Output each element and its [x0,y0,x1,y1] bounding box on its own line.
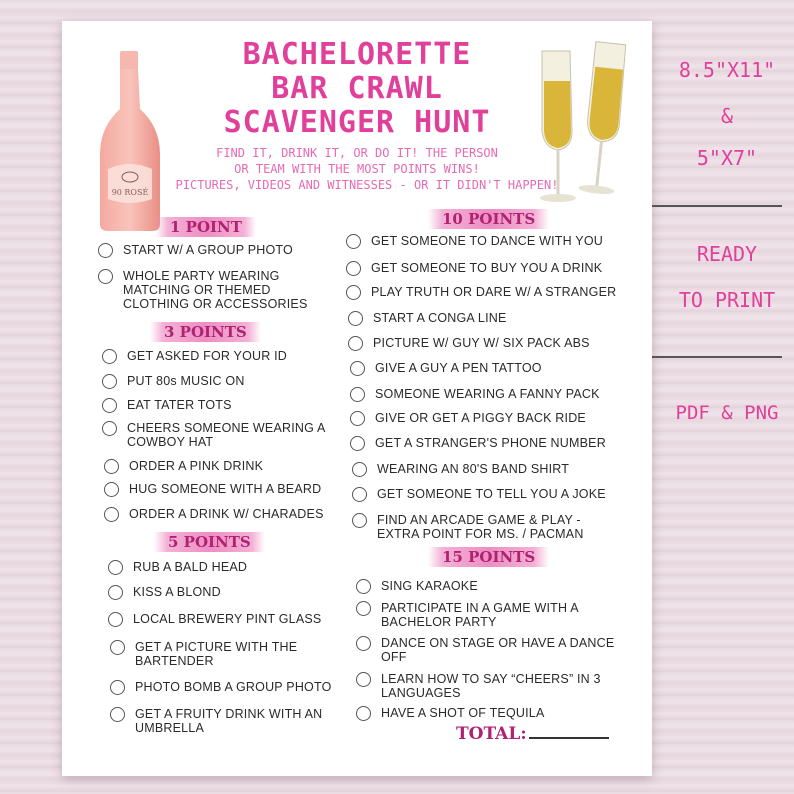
checkbox-circle-icon[interactable] [108,612,123,627]
title-line-2: BAR CRAWL [271,71,443,106]
checkbox-circle-icon[interactable] [98,269,113,284]
section-header-1-point: 1 POINT [156,217,256,237]
checkbox-circle-icon[interactable] [356,636,371,651]
checkbox-circle-icon[interactable] [110,707,125,722]
checklist-item[interactable]: HAVE A SHOT OF TEQUILA [356,706,636,721]
checklist-item[interactable]: GET A STRANGER'S PHONE NUMBER [350,436,645,451]
checklist-item[interactable]: START W/ A GROUP PHOTO [98,243,328,258]
checklist-item[interactable]: GET A FRUITY DRINK WITH AN UMBRELLA [110,707,340,735]
checkbox-circle-icon[interactable] [346,234,361,249]
scavenger-hunt-sheet [62,21,652,776]
section-header-5-points: 5 POINTS [154,532,265,552]
total-field[interactable] [456,724,609,744]
formats-text: PDF & PNG [675,402,779,424]
checkbox-circle-icon[interactable] [104,459,119,474]
checkbox-circle-icon[interactable] [352,487,367,502]
section-header-10-points: 10 POINTS [428,209,549,229]
checklist-item[interactable]: ORDER A DRINK W/ CHARADES [104,507,344,522]
to-print-text: TO PRINT [678,288,776,312]
intro-line-1: FIND IT, DRINK IT, OR DO IT! THE PERSON [216,146,498,160]
checklist-item[interactable]: LOCAL BREWERY PINT GLASS [108,612,348,627]
checklist-item[interactable]: PARTICIPATE IN A GAME WITH A BACHELOR PARTY [356,601,616,629]
checklist-item[interactable]: GET A PICTURE WITH THE BARTENDER [110,640,320,668]
section-header-15-points: 15 POINTS [428,547,549,567]
checklist-item[interactable]: WEARING AN 80'S BAND SHIRT [352,462,642,477]
checklist-item[interactable]: GET SOMEONE TO TELL YOU A JOKE [352,487,642,502]
checkbox-circle-icon[interactable] [346,261,361,276]
checkbox-circle-icon[interactable] [352,462,367,477]
checklist-item[interactable]: GET SOMEONE TO BUY YOU A DRINK [346,261,646,276]
checkbox-circle-icon[interactable] [350,361,365,376]
checkbox-circle-icon[interactable] [350,387,365,402]
total-label: TOTAL: [456,724,527,744]
checklist-item[interactable]: GIVE OR GET A PIGGY BACK RIDE [350,411,645,426]
total-blank-line[interactable] [529,737,609,739]
divider-line [652,356,782,358]
checklist-item[interactable]: KISS A BLOND [108,585,338,600]
checklist-item[interactable]: WHOLE PARTY WEARING MATCHING OR THEMED CLOTHING OR ACCESSORIES [98,269,328,311]
checkbox-circle-icon[interactable] [104,482,119,497]
checkbox-circle-icon[interactable] [108,585,123,600]
checkbox-circle-icon[interactable] [108,560,123,575]
checklist-item[interactable]: SOMEONE WEARING A FANNY PACK [350,387,645,402]
checkbox-circle-icon[interactable] [356,706,371,721]
intro-line-2: OR TEAM WITH THE MOST POINTS WINS! [234,162,480,176]
checkbox-circle-icon[interactable] [350,411,365,426]
divider-line [652,205,782,207]
checkbox-circle-icon[interactable] [104,507,119,522]
checklist-item[interactable]: ORDER A PINK DRINK [104,459,339,474]
checkbox-circle-icon[interactable] [352,513,367,528]
checkbox-circle-icon[interactable] [356,672,371,687]
checklist-item[interactable]: CHEERS SOMEONE WEARING A COWBOY HAT [102,421,332,449]
size-5x7-text: 5"X7" [696,146,758,170]
checklist-item[interactable]: SING KARAOKE [356,579,636,594]
checklist-item[interactable]: LEARN HOW TO SAY “CHEERS” IN 3 LANGUAGES [356,672,626,700]
checkbox-circle-icon[interactable] [102,398,117,413]
checklist-item[interactable]: GET ASKED FOR YOUR ID [102,349,337,364]
checkbox-circle-icon[interactable] [356,579,371,594]
checklist-item[interactable]: EAT TATER TOTS [102,398,337,413]
ready-text: READY [696,242,758,266]
checklist-item[interactable]: DANCE ON STAGE OR HAVE A DANCE OFF [356,636,636,664]
checklist-item[interactable]: HUG SOMEONE WITH A BEARD [104,482,339,497]
checkbox-circle-icon[interactable] [110,640,125,655]
bottle-label-text: 90 ROSÉ [111,188,149,197]
checkbox-circle-icon[interactable] [348,311,363,326]
checkbox-circle-icon[interactable] [102,374,117,389]
checkbox-circle-icon[interactable] [346,285,361,300]
checklist-item[interactable]: RUB A BALD HEAD [108,560,338,575]
checklist-item[interactable]: PUT 80s MUSIC ON [102,374,337,389]
checklist-item[interactable]: PHOTO BOMB A GROUP PHOTO [110,680,350,695]
checklist-item[interactable]: START A CONGA LINE [348,311,648,326]
checklist-item[interactable]: GIVE A GUY A PEN TATTOO [350,361,645,376]
checkbox-circle-icon[interactable] [348,336,363,351]
section-header-3-points: 3 POINTS [150,322,261,342]
checklist-item[interactable]: PICTURE W/ GUY W/ SIX PACK ABS [348,336,648,351]
title-line-1: BACHELORETTE [242,37,472,72]
checkbox-circle-icon[interactable] [110,680,125,695]
checkbox-circle-icon[interactable] [102,421,117,436]
title-line-3: SCAVENGER HUNT [223,105,491,140]
intro-line-3: PICTURES, VIDEOS AND WITNESSES - OR IT DIDN'T HAPPEN! [175,178,559,192]
checkbox-circle-icon[interactable] [356,601,371,616]
size-letter-text: 8.5"X11" [678,58,776,82]
ampersand-text: & [720,104,734,128]
checklist-item[interactable]: GET SOMEONE TO DANCE WITH YOU [346,234,646,249]
checkbox-circle-icon[interactable] [98,243,113,258]
checklist-item[interactable]: FIND AN ARCADE GAME & PLAY -EXTRA POINT FOR MS. / PACMAN [352,513,614,541]
checklist-item[interactable]: PLAY TRUTH OR DARE W/ A STRANGER [346,285,646,300]
checkbox-circle-icon[interactable] [102,349,117,364]
checkbox-circle-icon[interactable] [350,436,365,451]
